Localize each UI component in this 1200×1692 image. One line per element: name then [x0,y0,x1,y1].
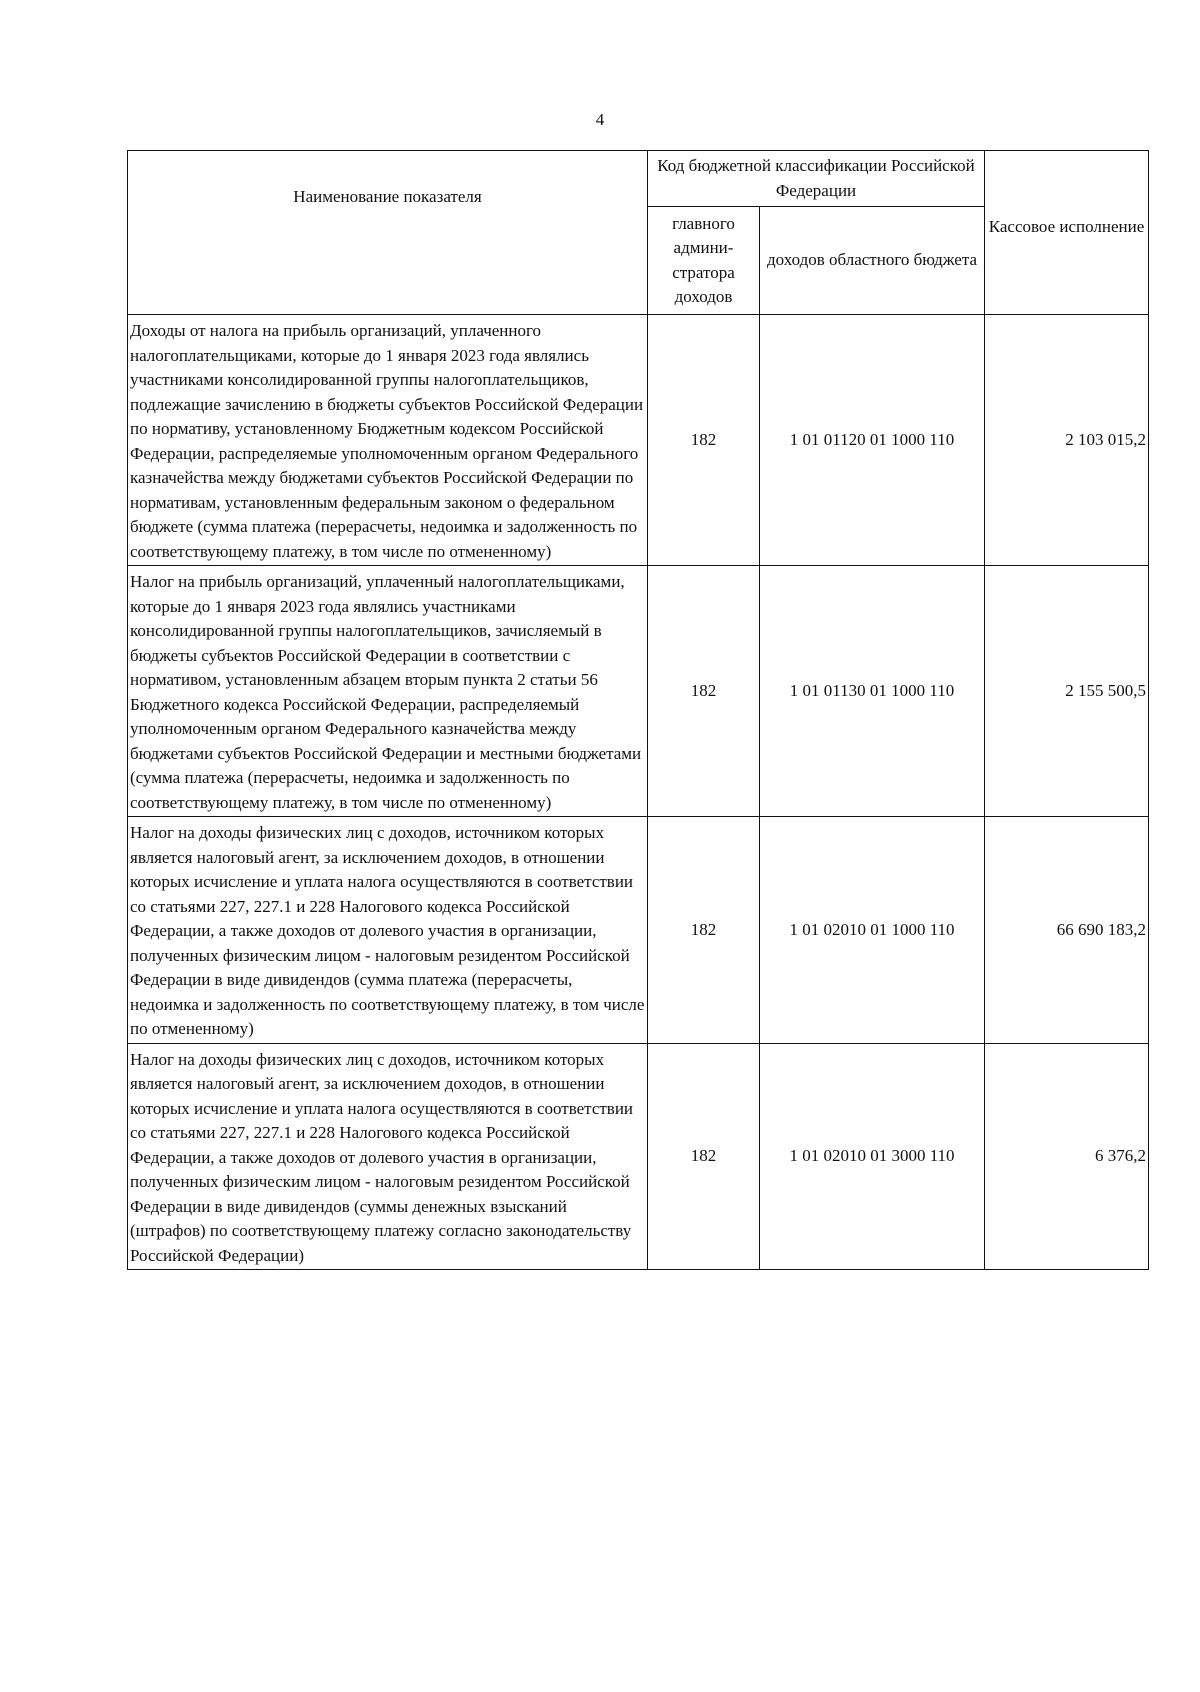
indicator-name-cell: Налог на доходы физических лиц с доходов, источником которых является налоговый агент, за исключением доходов, в отношении которых исчисление и уплата налога осуществляются в соответствии со статьями 227, 227.1 и 228 Налогового кодекса Российской Федерации, а также доходов от долевого участия в организации, полученных физическим лицом - налоговым резидентом Российской Федерации в виде дивидендов (сумма платежа (перерасчеты, недоимка и задолженность по соответствующему платежу, в том числе по отмененному) [128,817,648,1044]
indicator-name-cell: Налог на прибыль организаций, уплаченный налогоплательщиками, которые до 1 января 2023 года являлись участниками консолидированной группы налогоплательщиков, зачисляемый в бюджеты субъектов Российской Федерации в соответствии с нормативом, установленным абзацем вторым пункта 2 статьи 56 Бюджетного кодекса Российской Федерации, распределяемый уполномоченным органом Федерального казначейства между бюджетами субъектов Российской Федерации и местными бюджетами (сумма платежа (перерасчеты, недоимка и задолженность по соответствующему платежу, в том числе по отмененному) [128,566,648,817]
header-regional-budget-revenue: доходов областного бюджета [760,207,985,315]
administrator-code-cell: 182 [648,315,760,566]
cash-execution-cell: 2 155 500,5 [985,566,1149,817]
table-row [128,817,1149,1044]
cash-execution-cell: 6 376,2 [985,1043,1149,1270]
table-row [128,1043,1149,1270]
revenue-code-cell: 1 01 02010 01 3000 110 [760,1043,985,1270]
revenue-code-cell: 1 01 01120 01 1000 110 [760,315,985,566]
table-header-row [128,151,1149,207]
table-row [128,315,1149,566]
header-indicator-name: Наименование показателя [128,151,648,315]
header-chief-administrator: главного админи-стратора доходов [648,207,760,315]
table-row [128,566,1149,817]
budget-revenue-table [127,150,1149,1270]
header-bcc-group: Код бюджетной классификации Российской Федерации [648,151,985,207]
revenue-code-cell: 1 01 01130 01 1000 110 [760,566,985,817]
administrator-code-cell: 182 [648,566,760,817]
header-cash-execution: Кассовое исполнение [985,151,1149,315]
page-number: 4 [595,110,605,129]
administrator-code-cell: 182 [648,1043,760,1270]
administrator-code-cell: 182 [648,817,760,1044]
cash-execution-cell: 2 103 015,2 [985,315,1149,566]
indicator-name-cell: Доходы от налога на прибыль организаций, уплаченного налогоплательщиками, которые до 1 января 2023 года являлись участниками консолидированной группы налогоплательщиков, подлежащие зачислению в бюджеты субъектов Российской Федерации по нормативу, установленному Бюджетным кодексом Российской Федерации, распределяемые уполномоченным органом Федерального казначейства между бюджетами субъектов Российской Федерации по нормативам, установленным федеральным законом о федеральном бюджете (сумма платежа (перерасчеты, недоимка и задолженность по соответствующему платежу, в том числе по отмененному) [128,315,648,566]
revenue-code-cell: 1 01 02010 01 1000 110 [760,817,985,1044]
indicator-name-cell: Налог на доходы физических лиц с доходов, источником которых является налоговый агент, за исключением доходов, в отношении которых исчисление и уплата налога осуществляются в соответствии со статьями 227, 227.1 и 228 Налогового кодекса Российской Федерации, а также доходов от долевого участия в организации, полученных физическим лицом - налоговым резидентом Российской Федерации в виде дивидендов (суммы денежных взысканий (штрафов) по соответствующему платежу согласно законодательству Российской Федерации) [128,1043,648,1270]
cash-execution-cell: 66 690 183,2 [985,817,1149,1044]
